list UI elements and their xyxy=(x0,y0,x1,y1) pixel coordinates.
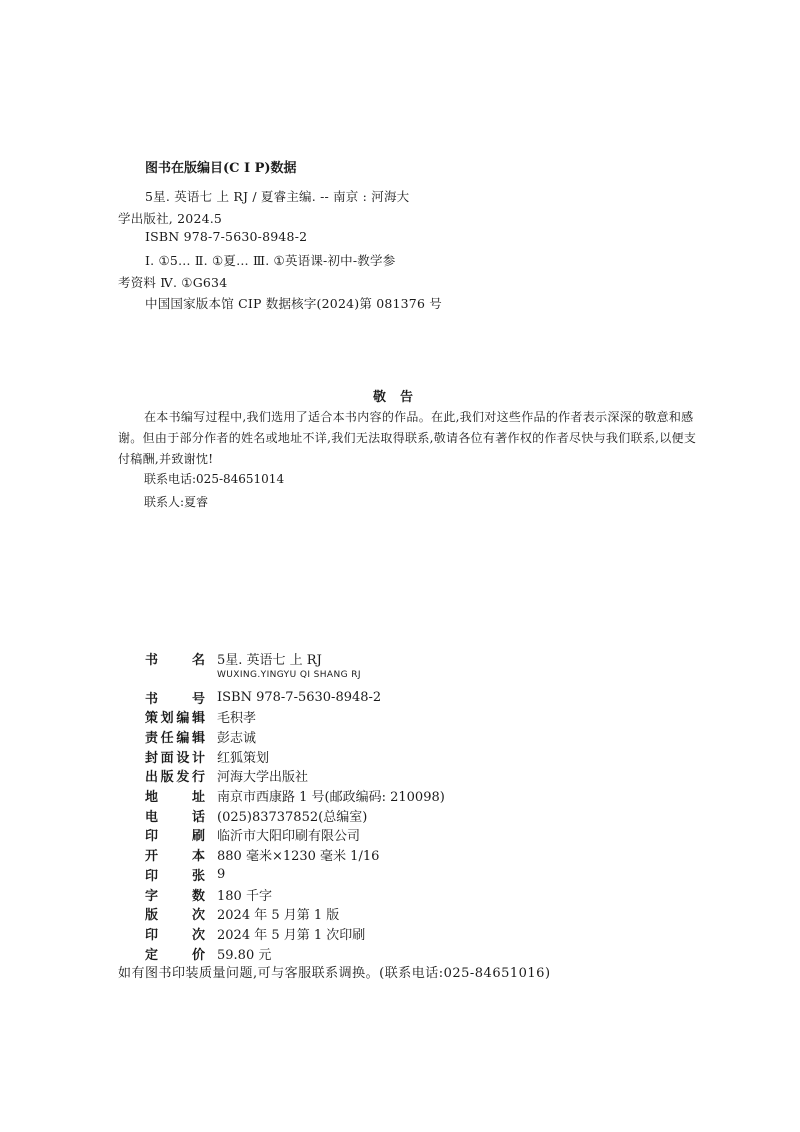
info-label xyxy=(145,688,205,707)
info-label xyxy=(145,707,205,726)
label-char: 刷 xyxy=(191,829,205,845)
label-char: 书 xyxy=(145,652,159,668)
info-row-responsible-editor xyxy=(145,726,256,746)
label-char: 张 xyxy=(191,868,205,884)
label-char: 印 xyxy=(145,927,159,943)
info-value: 红狐策划 xyxy=(217,750,270,766)
cip-line: Ⅰ. ①5… Ⅱ. ①夏… Ⅲ. ①英语课-初中-教学参 xyxy=(145,253,396,268)
label-char: 价 xyxy=(191,947,205,963)
label-char: 开 xyxy=(145,849,159,865)
label-char: 行 xyxy=(191,770,205,786)
label-char: 编 xyxy=(176,711,190,727)
cip-line: 5星. 英语七 上 RJ / 夏睿主编. -- 南京 : 河海大 xyxy=(145,189,410,204)
info-value: ISBN 978-7-5630-8948-2 xyxy=(217,689,382,705)
info-row-publisher xyxy=(145,766,308,786)
info-value: 河海大学出版社 xyxy=(217,770,309,786)
notice-phone: 联系电话:025-84651014 xyxy=(144,472,285,486)
info-label xyxy=(145,904,205,923)
label-char: 出 xyxy=(145,770,159,786)
info-label xyxy=(145,845,205,864)
label-char: 电 xyxy=(145,809,159,825)
notice-body: 在本书编写过程中,我们选用了适合本书内容的作品。在此,我们对这些作品的作者表示深深的敬意和感谢。但由于部分作者的姓名或地址不详,我们无法取得联系,敬请各位有著作权的作者尽快与我们联系,以便支付稿酬,并致谢忱! xyxy=(118,410,697,466)
cip-line: 学出版社, 2024.5 xyxy=(118,211,223,226)
info-value: 180 千字 xyxy=(217,888,272,904)
info-label xyxy=(145,649,205,668)
label-char: 址 xyxy=(191,790,205,805)
info-label xyxy=(145,924,205,943)
label-char: 地 xyxy=(145,790,159,805)
label-char: 数 xyxy=(191,888,205,904)
label-char: 字 xyxy=(145,888,159,904)
info-row-planning-editor xyxy=(145,707,256,727)
info-label xyxy=(145,786,205,805)
label-char: 印 xyxy=(145,829,159,845)
label-char: 次 xyxy=(191,927,205,943)
label-char: 本 xyxy=(191,849,205,865)
title-pinyin: WUXING.YINGYU QI SHANG RJ xyxy=(217,670,361,680)
info-label xyxy=(145,747,205,766)
info-label xyxy=(145,766,205,785)
label-char: 号 xyxy=(191,691,205,707)
label-char: 发 xyxy=(176,770,190,786)
cip-line: 中国国家版本馆 CIP 数据核字(2024)第 081376 号 xyxy=(145,296,442,311)
label-char: 书 xyxy=(145,691,159,707)
footer-note: 如有图书印装质量问题,可与客服联系调换。(联系电话:025-84651016) xyxy=(118,966,551,981)
cip-line: 考资料 Ⅳ. ①G634 xyxy=(118,275,228,290)
info-value: 南京市西康路 1 号(邮政编码: 210098) xyxy=(217,790,445,805)
info-row-printed-sheets xyxy=(145,864,225,884)
info-label xyxy=(145,806,205,825)
label-char: 次 xyxy=(191,908,205,924)
info-value: 9 xyxy=(217,866,226,882)
label-char: 封 xyxy=(145,750,159,766)
info-label xyxy=(145,727,205,746)
info-row-isbn xyxy=(145,687,381,707)
info-label xyxy=(145,944,205,963)
info-row-printer xyxy=(145,825,360,845)
info-value: 5星. 英语七 上 RJ xyxy=(217,652,322,668)
info-value: 2024 年 5 月第 1 次印刷 xyxy=(217,927,366,943)
info-label xyxy=(145,885,205,904)
info-row-impression xyxy=(145,923,365,943)
notice-title: 敬告 xyxy=(372,390,427,405)
label-char: 任 xyxy=(160,730,174,746)
label-char: 面 xyxy=(160,750,174,766)
info-row-phone xyxy=(145,805,367,825)
info-row-edition xyxy=(145,904,339,924)
info-label xyxy=(145,825,205,844)
info-value: 毛积孝 xyxy=(217,711,257,727)
label-char: 版 xyxy=(160,770,174,786)
label-char: 计 xyxy=(191,750,205,766)
info-value: 880 毫米×1230 毫米 1/16 xyxy=(217,849,380,865)
label-char: 编 xyxy=(176,730,190,746)
cip-heading: 图书在版编目(C I P)数据 xyxy=(145,161,297,176)
label-char: 辑 xyxy=(191,730,205,746)
notice-contact-person: 联系人:夏睿 xyxy=(144,495,209,509)
info-row-format xyxy=(145,845,379,865)
label-char: 话 xyxy=(191,809,205,825)
info-row-price xyxy=(145,943,271,963)
info-row-cover-design xyxy=(145,746,269,766)
info-row-address xyxy=(145,786,445,806)
info-label xyxy=(145,865,205,884)
label-char: 责 xyxy=(145,730,159,746)
label-char: 辑 xyxy=(191,711,205,727)
label-char: 划 xyxy=(160,711,174,727)
info-value: 59.80 元 xyxy=(217,947,272,963)
info-value: 临沂市大阳印刷有限公司 xyxy=(217,829,361,845)
cip-line: ISBN 978-7-5630-8948-2 xyxy=(145,229,308,244)
label-char: 定 xyxy=(145,947,159,963)
info-value: 2024 年 5 月第 1 版 xyxy=(217,908,340,924)
label-char: 名 xyxy=(191,652,205,668)
info-value: 彭志诚 xyxy=(217,730,257,746)
label-char: 设 xyxy=(176,750,190,766)
info-value: (025)83737852(总编室) xyxy=(217,809,368,825)
label-char: 印 xyxy=(145,868,159,884)
label-char: 策 xyxy=(145,711,159,727)
info-row-title xyxy=(145,648,322,668)
label-char: 版 xyxy=(145,908,159,924)
info-row-word-count xyxy=(145,884,272,904)
